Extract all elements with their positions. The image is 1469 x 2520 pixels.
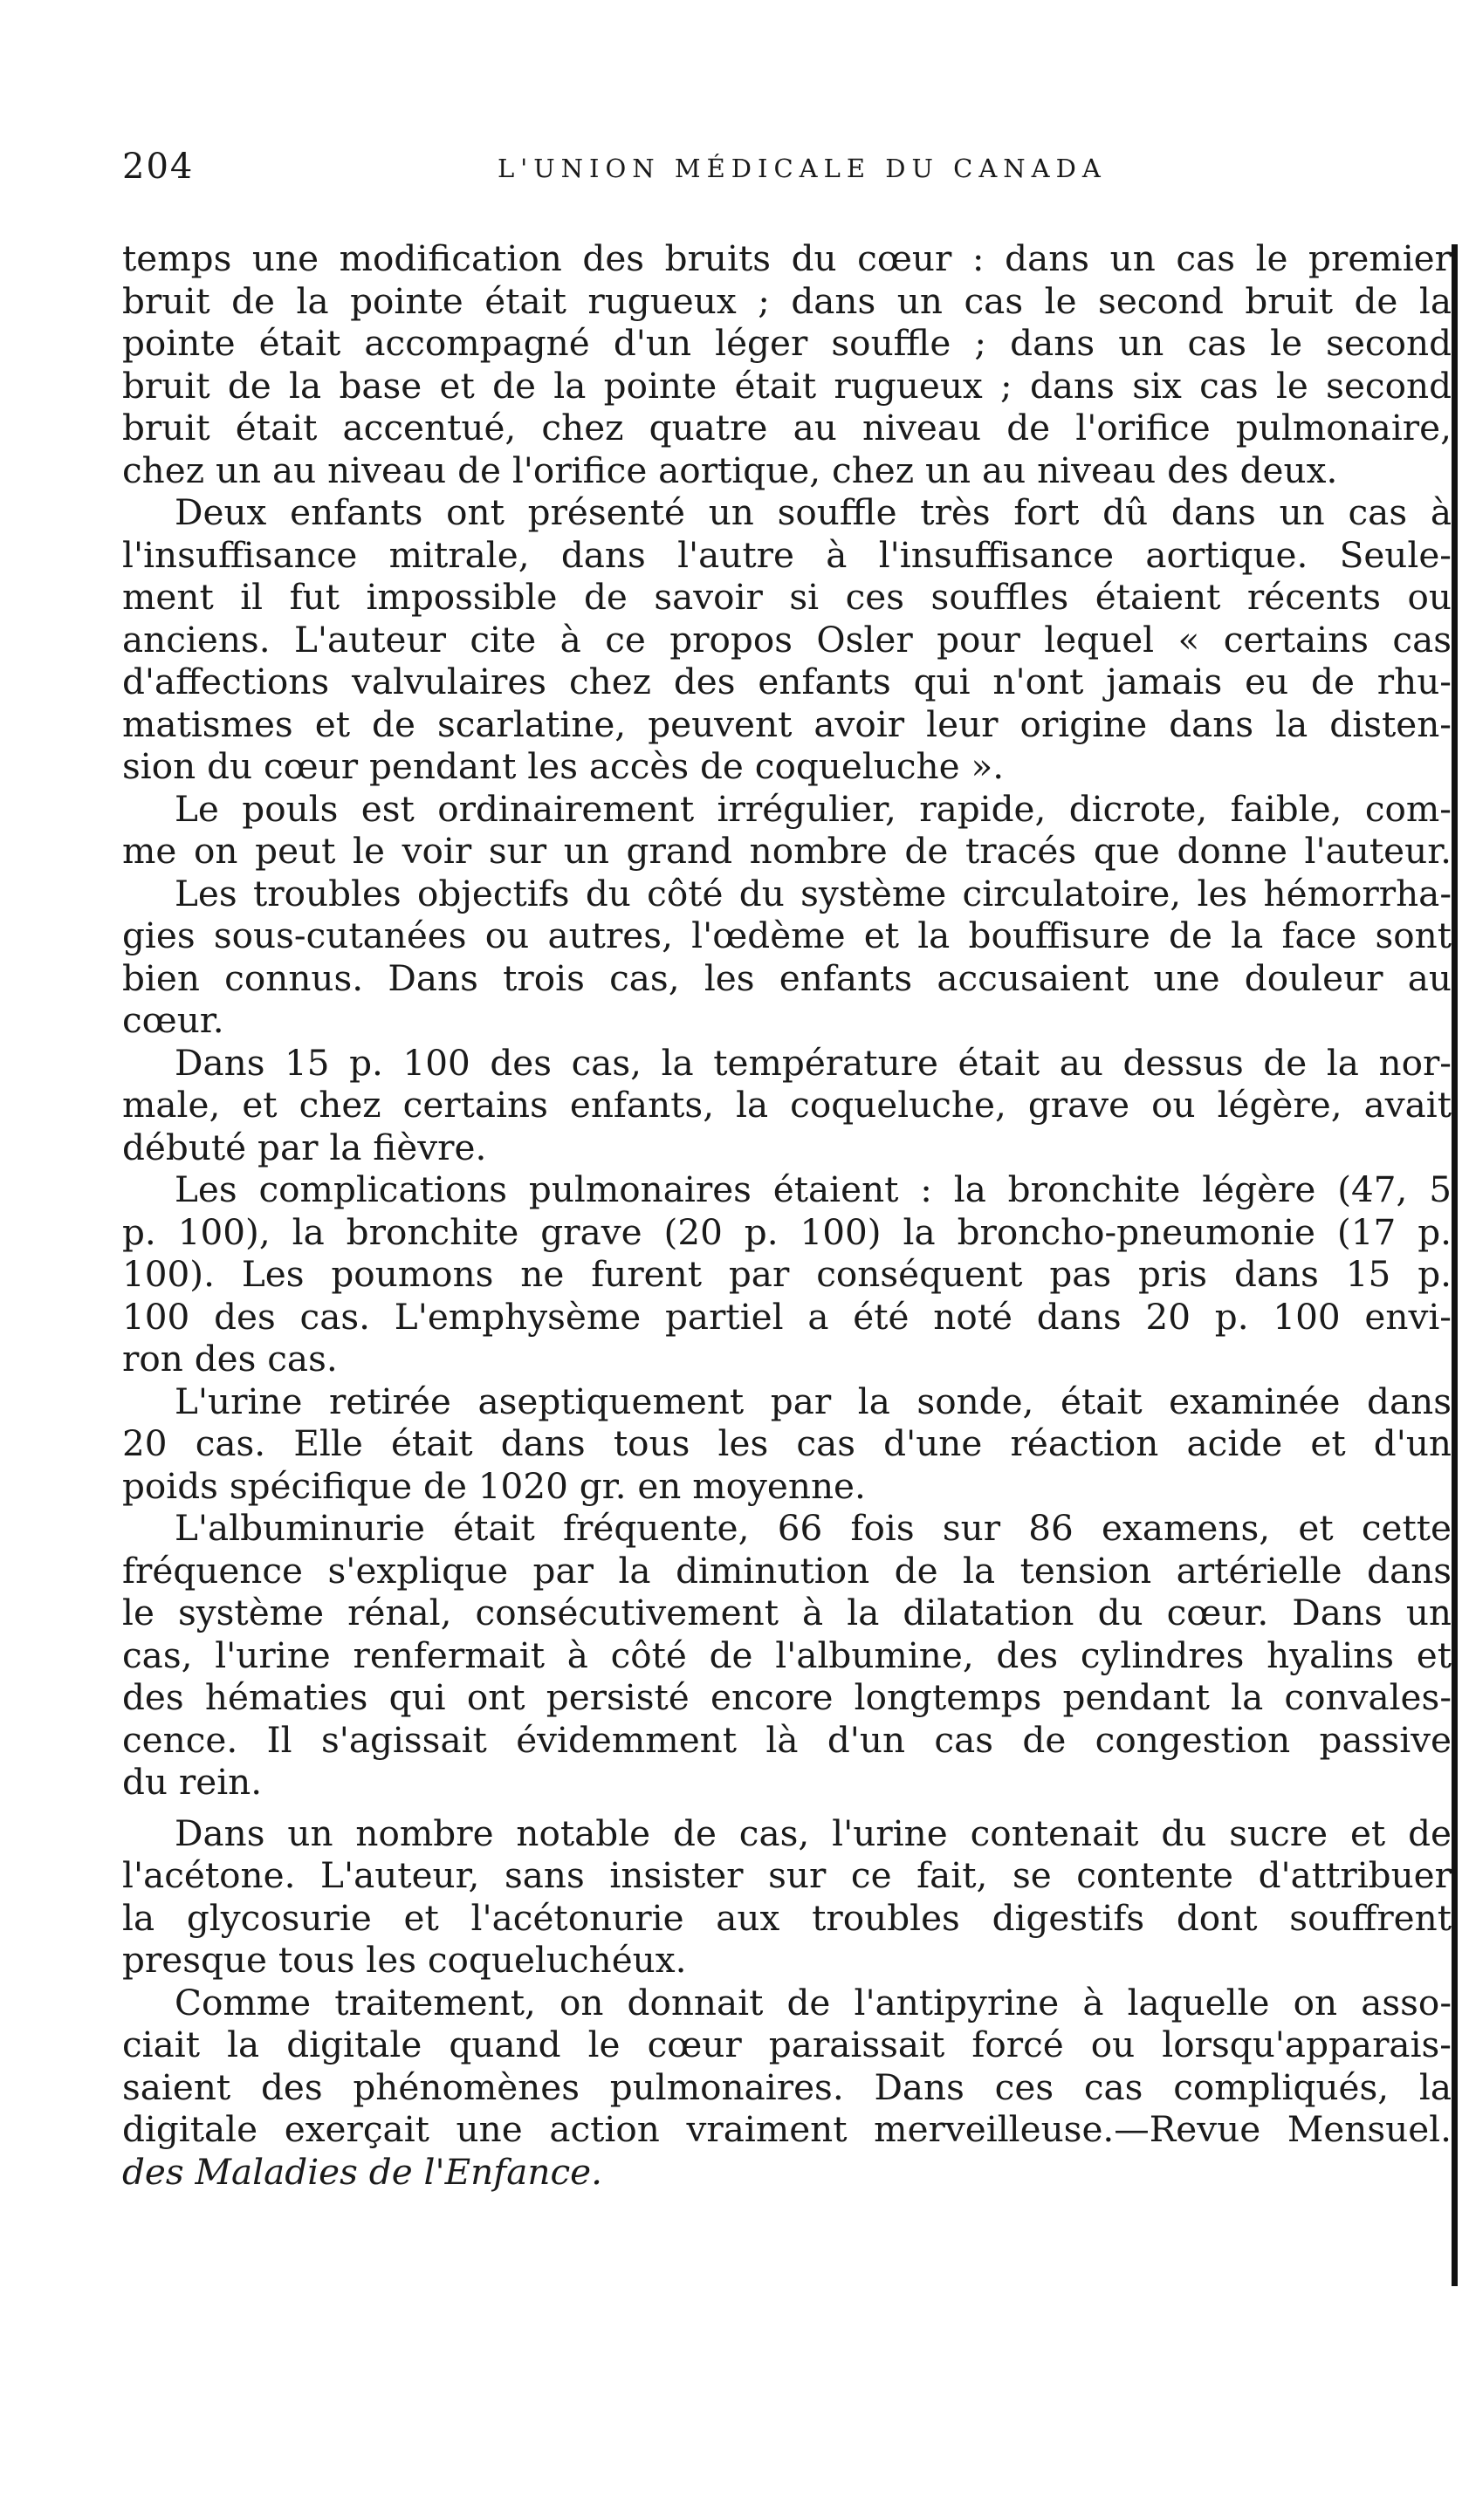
paragraph: [122, 1812, 1452, 1982]
paragraph: [122, 873, 1452, 1042]
paragraph: [122, 1982, 1452, 2194]
text-line: anciens. L'auteur cite à ce propos Osler pour lequel « certains cas: [122, 618, 1452, 661]
text-line: des hématies qui ont persisté encore longtemps pendant la convales-: [122, 1676, 1452, 1718]
text-line: l'acétone. L'auteur, sans insister sur ce fait, se contente d'attribuer: [122, 1854, 1452, 1896]
text-line: pointe était accompagné d'un léger souffle ; dans un cas le second: [122, 322, 1452, 364]
text-line: male, et chez certains enfants, la coqueluche, grave ou légère, avait: [122, 1084, 1452, 1126]
paragraph: [122, 1380, 1452, 1508]
text-line: matismes et de scarlatine, peuvent avoir leur origine dans la disten-: [122, 702, 1452, 745]
text-line: Deux enfants ont présenté un souffle très fort dû dans un cas à: [175, 491, 1452, 533]
page-header: [122, 147, 1453, 199]
text-line: saient des phénomènes pulmonaires. Dans ces cas compliqués, la: [122, 2065, 1452, 2108]
text-line: p. 100), la bronchite grave (20 p. 100) la broncho-pneumonie (17 p.: [122, 1210, 1452, 1253]
text-line: débuté par la fièvre.: [122, 1126, 487, 1168]
text-line: Les troubles objectifs du côté du système circulatoire, les hémorrha-: [175, 872, 1452, 914]
text-line: Dans un nombre notable de cas, l'urine contenait du sucre et de: [175, 1811, 1452, 1854]
text-line: ment il fut impossible de savoir si ces souffles étaient récents ou: [122, 576, 1452, 618]
paragraph: [122, 1168, 1452, 1380]
text-line: cas, l'urine renfermait à côté de l'albumine, des cylindres hyalins et: [122, 1633, 1452, 1676]
text-line: temps une modification des bruits du cœur : dans un cas le premier: [122, 237, 1452, 279]
text-line: Les complications pulmonaires étaient : la bronchite légère (47, 5: [175, 1168, 1452, 1210]
article-body: [122, 237, 1452, 2193]
text-line: bien connus. Dans trois cas, les enfants accusaient une douleur au: [122, 956, 1452, 999]
text-line: 20 cas. Elle était dans tous les cas d'une réaction acide et d'un: [122, 1422, 1452, 1464]
text-line: cence. Il s'agissait évidemment là d'un cas de congestion passive: [122, 1718, 1452, 1761]
text-line: l'insuffisance mitrale, dans l'autre à l'insuffisance aortique. Seule-: [122, 533, 1452, 576]
text-line: Le pouls est ordinairement irrégulier, rapide, dicrote, faible, com-: [175, 787, 1452, 830]
text-line: sion du cœur pendant les accès de coqueluche ».: [122, 745, 1005, 787]
page-number: 204: [122, 147, 195, 187]
text-line: bruit était accentué, chez quatre au niveau de l'orifice pulmonaire,: [122, 407, 1452, 449]
text-line: Comme traitement, on donnait de l'antipyrine à laquelle on asso-: [175, 1981, 1452, 2024]
text-line: 100 des cas. L'emphysème partiel a été noté dans 20 p. 100 envi-: [122, 1295, 1452, 1338]
text-line: poids spécifique de 1020 gr. en moyenne.: [122, 1464, 866, 1507]
text-line: des Maladies de l'Enfance.: [122, 2150, 603, 2193]
text-line: le système rénal, consécutivement à la dilatation du cœur. Dans un: [122, 1592, 1452, 1633]
text-line: fréquence s'explique par la diminution de la tension artérielle dans: [122, 1549, 1452, 1592]
text-line: L'urine retirée aseptiquement par la sonde, était examinée dans: [175, 1380, 1452, 1422]
paragraph: [122, 491, 1452, 788]
paragraph: [122, 1042, 1452, 1169]
text-line: du rein.: [122, 1761, 263, 1803]
text-line: d'affections valvulaires chez des enfants qui n'ont jamais eu de rhu-: [122, 661, 1452, 702]
text-line: L'albuminurie était fréquente, 66 fois sur 86 examens, et cette: [175, 1507, 1452, 1549]
text-line: ron des cas.: [122, 1338, 338, 1380]
running-title: L'UNION MÉDICALE DU CANADA: [498, 154, 1107, 183]
text-line: la glycosurie et l'acétonurie aux troubles digestifs dont souffrent: [122, 1896, 1452, 1939]
text-line: presque tous les coqueluchéux.: [122, 1939, 687, 1981]
paragraph: [122, 788, 1452, 873]
text-line: ciait la digitale quand le cœur paraissait forcé ou lorsqu'apparais-: [122, 2024, 1452, 2065]
paragraph: [122, 237, 1452, 491]
text-line: bruit de la pointe était rugueux ; dans un cas le second bruit de la: [122, 279, 1452, 322]
text-line: digitale exerçait une action vraiment merveilleuse.—Revue Mensuel.: [122, 2108, 1452, 2150]
scan-edge-rule: [1452, 244, 1458, 2286]
text-line: gies sous-cutanées ou autres, l'œdème et la bouffisure de la face sont: [122, 914, 1452, 956]
text-line: me on peut le voir sur un grand nombre de tracés que donne l'auteur.: [122, 830, 1452, 872]
text-line: 100). Les poumons ne furent par conséquent pas pris dans 15 p.: [122, 1253, 1452, 1295]
text-line: bruit de la base et de la pointe était rugueux ; dans six cas le second: [122, 364, 1452, 407]
text-line: Dans 15 p. 100 des cas, la température était au dessus de la nor-: [175, 1041, 1452, 1084]
text-line: chez un au niveau de l'orifice aortique, chez un au niveau des deux.: [122, 449, 1338, 491]
text-line: cœur.: [122, 999, 224, 1041]
paragraph: [122, 1507, 1452, 1804]
